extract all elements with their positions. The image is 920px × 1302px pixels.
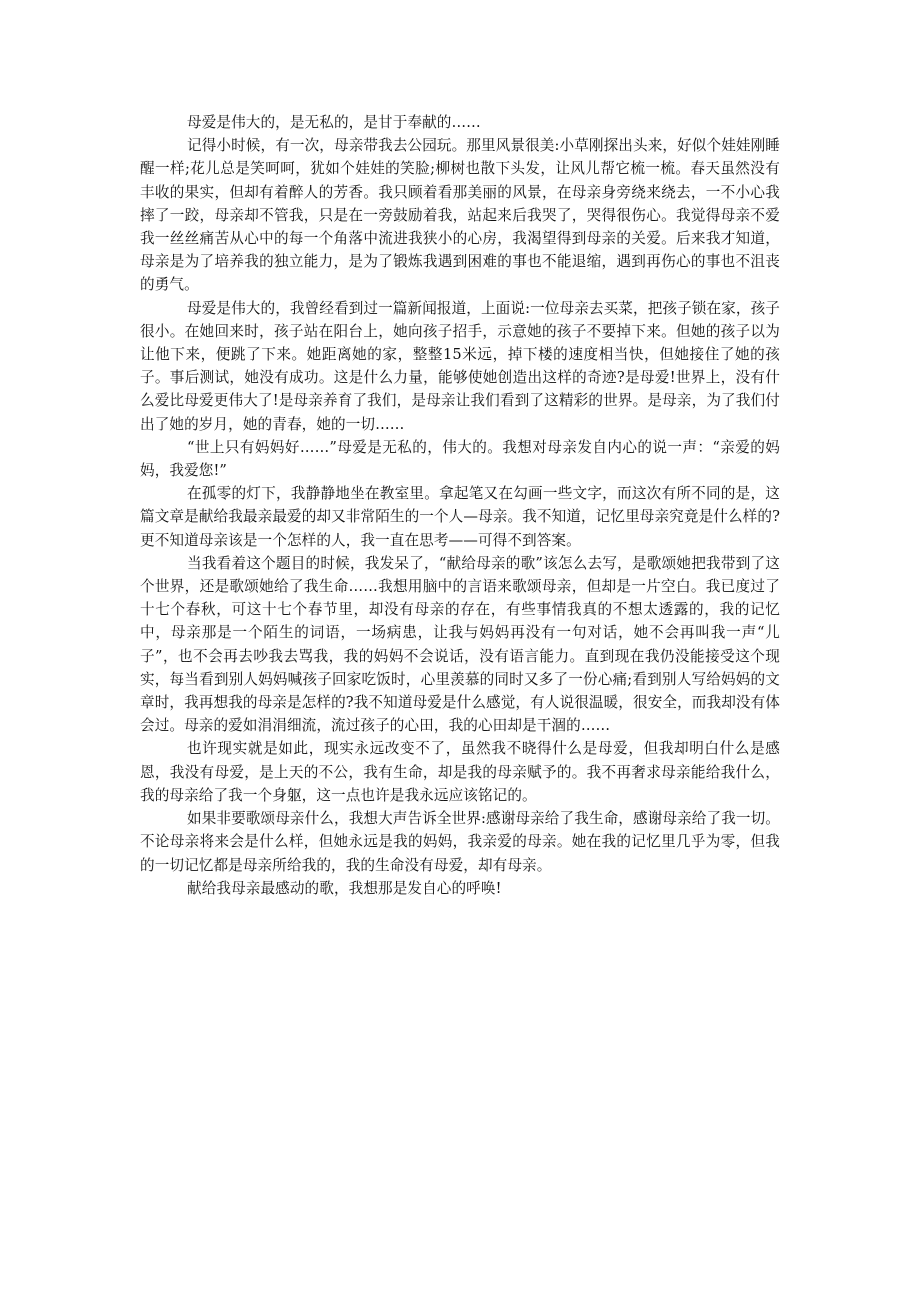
paragraph-closing: 献给我母亲最感动的歌，我想那是发自心的呼唤! — [187, 879, 502, 897]
paragraph-intro: 母爱是伟大的，是无私的，是甘于奉献的…… — [187, 114, 481, 131]
paragraph-park-memory: 记得小时候，有一次，母亲带我去公园玩。那里风景很美:小草刚探出头来，好似个娃娃刚睡醒一样;花儿总是笑呵呵，犹如个娃娃的笑脸;柳树也散下头发，让风儿帮它梳一梳。春天虽然没有丰收的果实，但却有着醉人的芳香。我只顾着看那美丽的风景，在母亲身旁绕来绕去，一不小心我摔了一跤，母亲却不管我，只是在一旁鼓励着我，站起来后我哭了，哭得很伤心。我觉得母亲不爱我一丝丝痛苦从心中的每一个角落中流进我狭小的心房，我渴望得到母亲的关爱。后来我才知道，母亲是为了培养我的独立能力，是为了锻炼我遇到困难的事也不能退缩，遇到再伤心的事也不沮丧的勇气。 — [140, 137, 780, 294]
paragraph-lamp-classroom: 在孤零的灯下，我静静地坐在教室里。拿起笔又在勾画一些文字，而这次有所不同的是，这篇文章是献给我最亲最爱的却又非常陌生的一个人—母亲。我不知道，记忆里母亲究竟是什么样的?更不知道母亲该是一个怎样的人，我一直在思考——可得不到答案。 — [140, 485, 780, 549]
paragraph-gratitude: 也许现实就是如此，现实永远改变不了，虽然我不晓得什么是母爱，但我却明白什么是感恩，我没有母爱，是上天的不公，我有生命，却是我的母亲赋予的。我不再奢求母亲能给我什么，我的母亲给了我一个身躯，这一点也许是我永远应该铭记的。 — [140, 740, 780, 804]
paragraph-topic-reflection: 当我看着这个题目的时候，我发呆了，“献给母亲的歌”该怎么去写，是歌颂她把我带到了这个世界，还是歌颂她给了我生命……我想用脑中的言语来歌颂母亲，但却是一片空白。我已度过了十七个春秋，可这十七个春节里，却没有母亲的存在，有些事情我真的不想太透露的，我的记忆中，母亲那是一个陌生的词语，一场病患，让我与妈妈再没有一句对话，她不会再叫我一声“儿子”，也不会再去吵我去骂我，我的妈妈不会说话，没有语言能力。直到现在我仍没能接受这个现实，每当看到别人妈妈喊孩子回家吃饭时，心里羡慕的同时又多了一份心痛;看到别人写给妈妈的文章时，我再想我的母亲是怎样的?我不知道母爱是什么感觉，有人说很温暖，很安全，而我却没有体会过。母亲的爱如涓涓细流，流过孩子的心田，我的心田却是干涸的…… — [140, 554, 780, 735]
paragraph-news-story: 母爱是伟大的，我曾经看到过一篇新闻报道，上面说:一位母亲去买菜，把孩子锁在家，孩子很小。在她回来时，孩子站在阳台上，她向孩子招手，示意她的孩子不要掉下来。但她的孩子以为让他下来，便跳了下来。她距离她的家，整整15米远，掉下楼的速度相当快，但她接住了她的孩子。事后测试，她没有成功。这是什么力量，能够使她创造出这样的奇迹?是母爱!世界上，没有什么爱比母爱更伟大了!是母亲养育了我们，是母亲让我们看到了这精彩的世界。是母亲，为了我们付出了她的岁月，她的青春，她的一切…… — [140, 299, 780, 433]
paragraph-song-quote: “世上只有妈妈好……”母爱是无私的，伟大的。我想对母亲发自内心的说一声：“亲爱的妈妈，我爱您!” — [140, 438, 780, 480]
paragraph-tell-the-world: 如果非要歌颂母亲什么，我想大声告诉全世界:感谢母亲给了我生命，感谢母亲给了我一切。不论母亲将来会是什么样，但她永远是我的妈妈，我亲爱的母亲。她在我的记忆里几乎为零，但我的一切记忆都是母亲所给我的，我的生命没有母爱，却有母亲。 — [140, 810, 780, 874]
document-body — [140, 111, 780, 900]
